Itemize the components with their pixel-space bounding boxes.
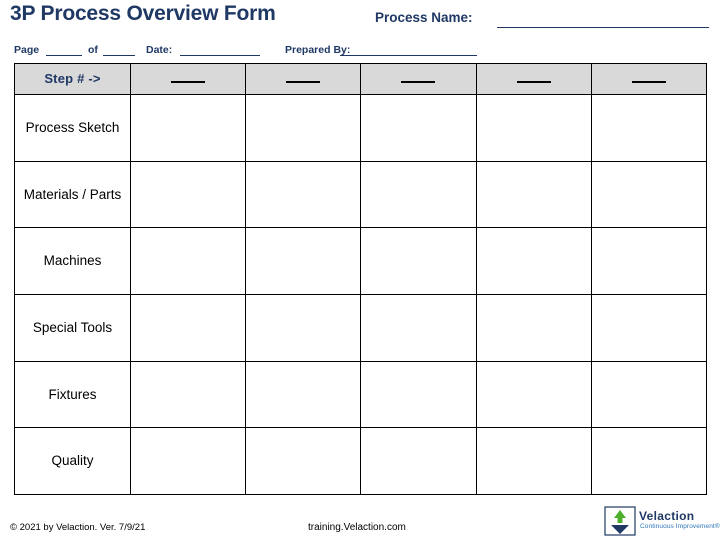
cell-machines-3[interactable] — [361, 228, 476, 295]
prepared-by-label: Prepared By: — [285, 44, 351, 56]
step-number-input-4[interactable] — [517, 70, 551, 83]
process-name-label: Process Name: — [375, 10, 473, 25]
cell-quality-1[interactable] — [131, 428, 246, 495]
cell-fixtures-2[interactable] — [246, 361, 361, 428]
velaction-logo — [604, 506, 720, 536]
cell-process-sketch-2[interactable] — [246, 95, 361, 162]
table-row — [15, 228, 707, 295]
step-column-header-5[interactable] — [591, 64, 706, 95]
cell-process-sketch-4[interactable] — [476, 95, 591, 162]
table-corner-header — [15, 64, 131, 95]
cell-fixtures-4[interactable] — [476, 361, 591, 428]
table-row — [15, 95, 707, 162]
cell-special-tools-3[interactable] — [361, 294, 476, 361]
table-row — [15, 428, 707, 495]
row-label-special-tools: Special Tools — [15, 294, 131, 361]
cell-materials-parts-4[interactable] — [476, 161, 591, 228]
step-number-input-1[interactable] — [171, 70, 205, 83]
cell-materials-parts-2[interactable] — [246, 161, 361, 228]
cell-quality-5[interactable] — [591, 428, 706, 495]
row-label-process-sketch: Process Sketch — [15, 95, 131, 162]
step-number-header-label: Step # -> — [44, 71, 101, 86]
cell-special-tools-4[interactable] — [476, 294, 591, 361]
step-column-header-2[interactable] — [246, 64, 361, 95]
cell-special-tools-2[interactable] — [246, 294, 361, 361]
step-column-header-1[interactable] — [131, 64, 246, 95]
cell-special-tools-1[interactable] — [131, 294, 246, 361]
process-overview-table — [14, 63, 706, 495]
step-number-input-5[interactable] — [632, 70, 666, 83]
cell-fixtures-1[interactable] — [131, 361, 246, 428]
cell-special-tools-5[interactable] — [591, 294, 706, 361]
cell-process-sketch-5[interactable] — [591, 95, 706, 162]
cell-process-sketch-1[interactable] — [131, 95, 246, 162]
table-row — [15, 161, 707, 228]
cell-quality-4[interactable] — [476, 428, 591, 495]
form-subheader — [0, 40, 720, 62]
page-total-input[interactable] — [103, 55, 135, 56]
velaction-logo-text: Velaction — [639, 509, 695, 523]
cell-machines-2[interactable] — [246, 228, 361, 295]
cell-process-sketch-3[interactable] — [361, 95, 476, 162]
cell-materials-parts-5[interactable] — [591, 161, 706, 228]
page-of-label: of — [88, 44, 98, 56]
page-title: 3P Process Overview Form — [10, 2, 276, 25]
date-label: Date: — [146, 44, 173, 56]
form-footer — [0, 498, 720, 539]
table-row — [15, 294, 707, 361]
cell-quality-3[interactable] — [361, 428, 476, 495]
cell-machines-1[interactable] — [131, 228, 246, 295]
cell-machines-4[interactable] — [476, 228, 591, 295]
velaction-logo-tagline: Continuous Improvement® — [640, 523, 720, 530]
table-row — [15, 361, 707, 428]
prepared-by-input[interactable] — [340, 55, 477, 56]
table-header-row — [15, 64, 707, 95]
row-label-materials-parts: Materials / Parts — [15, 161, 131, 228]
step-column-header-3[interactable] — [361, 64, 476, 95]
step-number-input-3[interactable] — [401, 70, 435, 83]
cell-materials-parts-1[interactable] — [131, 161, 246, 228]
form-header — [0, 0, 720, 40]
row-label-machines: Machines — [15, 228, 131, 295]
cell-machines-5[interactable] — [591, 228, 706, 295]
training-url[interactable]: training.Velaction.com — [308, 522, 406, 533]
velaction-logo-icon — [604, 506, 636, 536]
process-name-input[interactable] — [497, 27, 709, 28]
row-label-quality: Quality — [15, 428, 131, 495]
cell-materials-parts-3[interactable] — [361, 161, 476, 228]
row-label-fixtures: Fixtures — [15, 361, 131, 428]
step-column-header-4[interactable] — [476, 64, 591, 95]
step-number-input-2[interactable] — [286, 70, 320, 83]
page-number-input[interactable] — [46, 55, 82, 56]
copyright-text: © 2021 by Velaction. Ver. 7/9/21 — [10, 522, 146, 533]
process-name-field-group — [375, 10, 710, 36]
date-input[interactable] — [180, 55, 260, 56]
page-label: Page — [14, 44, 40, 56]
cell-fixtures-3[interactable] — [361, 361, 476, 428]
cell-fixtures-5[interactable] — [591, 361, 706, 428]
cell-quality-2[interactable] — [246, 428, 361, 495]
